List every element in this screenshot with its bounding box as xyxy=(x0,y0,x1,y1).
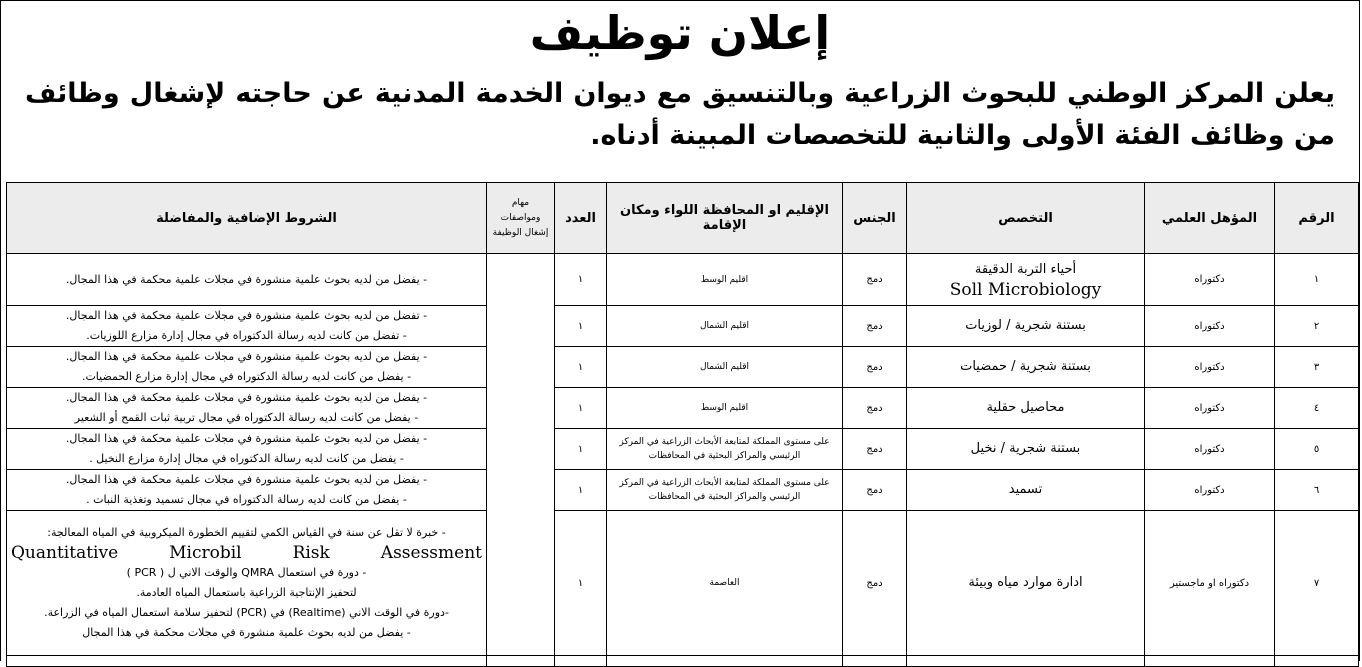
page-title: إعلان توظيف xyxy=(529,6,831,60)
row-gender: دمج xyxy=(843,254,907,306)
row-specialization: ادارة موارد مياه وبيئة xyxy=(907,511,1145,656)
header-tasks: مهام ومواصفات إشغال الوظيفة xyxy=(487,183,555,254)
condition-line: - يفضل من لديه بحوث علمية منشورة في مجلات علمية محكمة في هذا المجال. xyxy=(65,473,428,486)
header-qualification: المؤهل العلمي xyxy=(1145,183,1275,254)
row-region: اقليم الشمال xyxy=(607,306,843,347)
condition-line: - يفضل من كانت لديه رسالة الدكتوراه في مجال إدارة مزارع الحمضيات. xyxy=(81,370,412,383)
row-qualification: دكتوراه xyxy=(1145,306,1275,347)
row-specialization: بستنة شجرية / حمضيات xyxy=(907,347,1145,388)
intro-line-1: يعلن المركز الوطني للبحوث الزراعية وبالتنسيق مع ديوان الخدمة المدنية عن حاجته لإشغال وظائف xyxy=(25,78,1335,109)
condition-line: - يفضل من كانت لديه رسالة الدكتوراه في مجال إدارة مزارع النخيل . xyxy=(89,452,404,465)
row-qualification: دكتوراه xyxy=(1145,254,1275,306)
row-qualification: دكتوراه xyxy=(1145,347,1275,388)
row-number: ٦ xyxy=(1275,470,1359,511)
row-conditions xyxy=(7,388,487,429)
table-row xyxy=(7,347,1359,388)
header-number: الرقم xyxy=(1275,183,1359,254)
row-conditions xyxy=(7,306,487,347)
condition-line: لتحفيز الإنتاجية الزراعية باستعمال المياه العادمة. xyxy=(136,586,357,599)
row-count: ١ xyxy=(555,388,607,429)
tasks-cell xyxy=(487,254,555,656)
header-specialization: التخصص xyxy=(907,183,1145,254)
condition-line: - دورة في استعمال QMRA والوقت الاني ل ( PCR ) xyxy=(126,566,367,579)
row-gender: دمج xyxy=(843,511,907,656)
jobs-table xyxy=(6,182,1359,667)
row-region: اقليم الوسط xyxy=(607,254,843,306)
row-region: اقليم الشمال xyxy=(607,347,843,388)
condition-line: - يفضل من كانت لديه رسالة الدكتوراه في مجال تربية ثبات القمح أو الشعير xyxy=(74,411,419,424)
row-gender: دمج xyxy=(843,306,907,347)
row-region: على مستوى المملكة لمتابعة الأبحاث الزراعية في المركز الرئيسي والمراكز البحثية في المحافظات xyxy=(607,470,843,511)
row-conditions xyxy=(7,429,487,470)
condition-line: - يفضل من كانت لديه رسالة الدكتوراه في مجال تسميد وتغذية النبات . xyxy=(86,493,407,506)
row-count: ١ xyxy=(555,429,607,470)
row-gender: دمج xyxy=(843,470,907,511)
condition-line-english: Quantitative Microbil Risk Assessment xyxy=(11,543,482,563)
table-row xyxy=(7,254,1359,306)
spec-arabic: أحياء التربة الدقيقة xyxy=(974,261,1077,277)
table-row xyxy=(7,306,1359,347)
row-region: اقليم الوسط xyxy=(607,388,843,429)
row-qualification: دكتوراه xyxy=(1145,388,1275,429)
condition-line: - تفضل من لديه بحوث علمية منشورة في مجلات علمية محكمة في هذا المجال. xyxy=(65,309,428,322)
row-gender: دمج xyxy=(843,347,907,388)
row-number: ٧ xyxy=(1275,511,1359,656)
condition-line: -دورة في الوقت الاني (Realtime) في (PCR) لتحفيز سلامة استعمال المياه في الزراعة. xyxy=(44,606,449,619)
table-row xyxy=(7,429,1359,470)
header-conditions: الشروط الإضافية والمفاضلة xyxy=(7,183,487,254)
row-qualification: دكتوراه xyxy=(1145,429,1275,470)
row-specialization xyxy=(907,254,1145,306)
row-count: ١ xyxy=(555,254,607,306)
row-count: ١ xyxy=(555,511,607,656)
condition-line: - يفضل من لديه بحوث علمية منشورة في مجلات علمية محكمة في هذا المجال. xyxy=(65,432,428,445)
condition-line: - يفضل من لديه بحوث علمية منشورة في مجلات علمية محكمة في هذا المجال. xyxy=(65,391,428,404)
row-specialization: بستنة شجرية / لوزيات xyxy=(907,306,1145,347)
row-qualification: دكتوراه او ماجستير xyxy=(1145,511,1275,656)
row-conditions xyxy=(7,470,487,511)
condition-line: - خبرة لا تقل عن سنة في القياس الكمي لتقييم الخطورة الميكروبية في المياه المعالجة: xyxy=(47,526,446,539)
table-row xyxy=(7,388,1359,429)
condition-line: - يفضل من لديه بحوث علمية منشورة في مجلات محكمة في هذا المجال xyxy=(82,626,411,639)
row-number: ٢ xyxy=(1275,306,1359,347)
condition-line: - تفضل من كانت لديه رسالة الدكتوراه في مجال إدارة مزارع اللوزيات. xyxy=(86,329,407,342)
header-region: الإقليم او المحافظة اللواء ومكان الإقامة xyxy=(607,183,843,254)
row-gender: دمج xyxy=(843,388,907,429)
row-number: ١ xyxy=(1275,254,1359,306)
row-gender: دمج xyxy=(843,429,907,470)
row-conditions xyxy=(7,347,487,388)
row-region: على مستوى المملكة لمتابعة الأبحاث الزراعية في المركز الرئيسي والمراكز البحثية في المحافظات xyxy=(607,429,843,470)
intro-paragraph xyxy=(1,73,1359,157)
condition-line: - يفضل من لديه بحوث علمية منشورة في مجلات علمية محكمة في هذا المجال. xyxy=(65,350,428,363)
row-qualification: دكتوراه xyxy=(1145,470,1275,511)
row-number: ٣ xyxy=(1275,347,1359,388)
row-region: العاصمة xyxy=(607,511,843,656)
header-count: العدد xyxy=(555,183,607,254)
row-specialization: محاصيل حقلية xyxy=(907,388,1145,429)
table-row xyxy=(7,470,1359,511)
table-row-partial xyxy=(7,656,1359,667)
row-count: ١ xyxy=(555,306,607,347)
row-conditions xyxy=(7,254,487,306)
row-specialization: تسميد xyxy=(907,470,1145,511)
row-number: ٥ xyxy=(1275,429,1359,470)
row-specialization: بستنة شجرية / نخيل xyxy=(907,429,1145,470)
row-conditions xyxy=(7,511,487,656)
table-row xyxy=(7,511,1359,656)
spec-english: Soll Microbiology xyxy=(949,279,1102,300)
row-number: ٤ xyxy=(1275,388,1359,429)
intro-line-2: من وظائف الفئة الأولى والثانية للتخصصات المبينة أدناه. xyxy=(590,120,1335,151)
condition-line: - يفضل من لديه بحوث علمية منشورة في مجلات علمية محكمة في هذا المجال. xyxy=(65,272,428,286)
header-gender: الجنس xyxy=(843,183,907,254)
row-count: ١ xyxy=(555,347,607,388)
row-count: ١ xyxy=(555,470,607,511)
table-header-row xyxy=(7,183,1359,254)
